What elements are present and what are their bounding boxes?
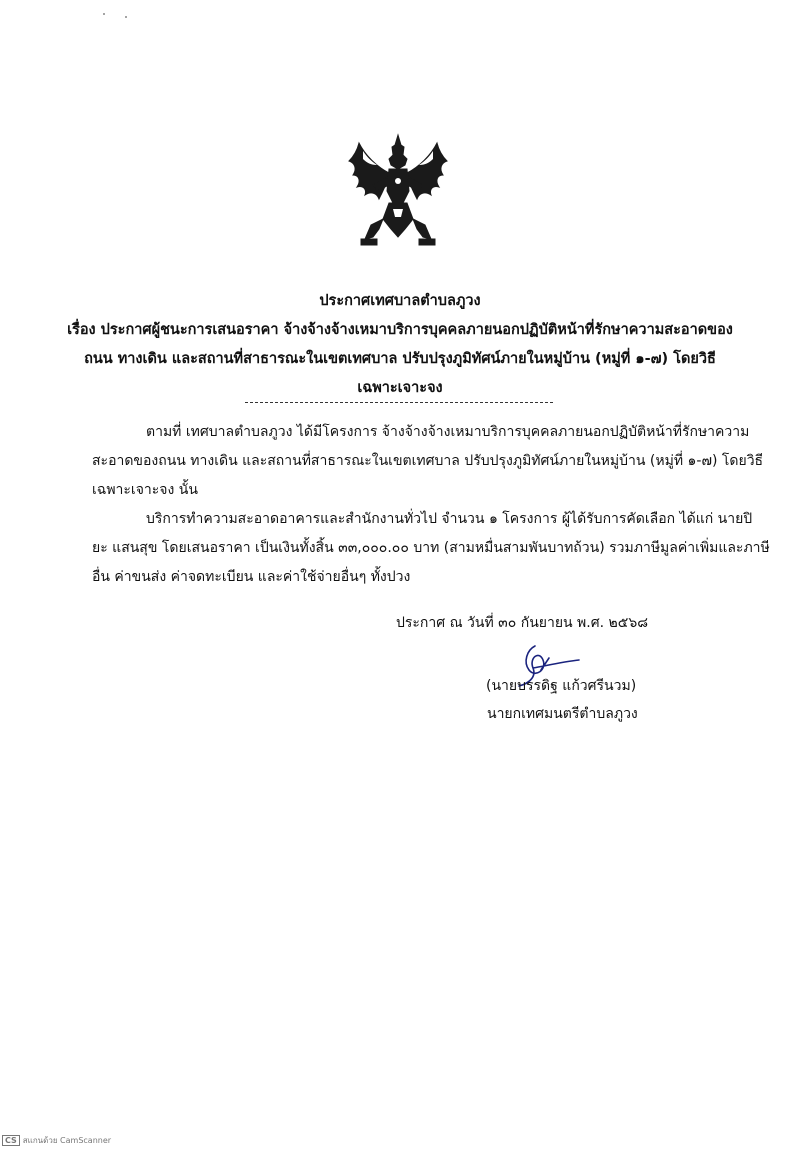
signatory-position: นายกเทศมนตรีตำบลภูวง <box>487 706 638 722</box>
heading-divider <box>245 402 553 403</box>
paragraph-2-line-1: บริการทำความสะอาดอาคารและสำนักงานทั่วไป จำนวน ๑ โครงการ ผู้ได้รับการคัดเลือก ได้แก่ นายปิ <box>146 511 753 527</box>
paragraph-1-line-2: สะอาดของถนน ทางเดิน และสถานที่สาธารณะในเขตเทศบาล ปรับปรุงภูมิทัศน์ภายในหมู่บ้าน (หมู่ที่ ๑-๗) โดยวิธี <box>92 453 764 469</box>
paragraph-2-line-2: ยะ แสนสุข โดยเสนอราคา เป็นเงินทั้งสิ้น ๓๓,๐๐๐.๐๐ บาท (สามหมื่นสามพันบาทถ้วน) รวมภาษีมูลค่าเพิ่มและภาษี <box>92 540 770 556</box>
camscanner-logo-icon: CS <box>2 1135 20 1146</box>
subject-line-2: ถนน ทางเดิน และสถานที่สาธารณะในเขตเทศบาล ปรับปรุงภูมิทัศน์ภายในหมู่บ้าน (หมู่ที่ ๑-๗) โดยวิธี <box>84 351 716 367</box>
document-heading: ประกาศเทศบาลตำบลภูวง <box>319 293 481 309</box>
signatory-name: (นายบรรดิฐ แก้วศรีนวม) <box>486 678 637 694</box>
subject-line-3: เฉพาะเจาะจง <box>357 380 443 396</box>
scan-specks <box>100 10 140 22</box>
garuda-emblem-icon <box>343 133 453 248</box>
paragraph-2-line-3: อื่น ค่าขนส่ง ค่าจดทะเบียน และค่าใช้จ่ายอื่นๆ ทั้งปวง <box>92 569 411 585</box>
paragraph-1-line-3: เฉพาะเจาะจง นั้น <box>92 482 198 498</box>
camscanner-text: สแกนด้วย CamScanner <box>22 1136 112 1145</box>
paragraph-1-line-1: ตามที่ เทศบาลตำบลภูวง ได้มีโครงการ จ้างจ้างจ้างเหมาบริการบุคคลภายนอกปฏิบัติหน้าที่รักษาความ <box>146 424 750 440</box>
subject-line-1: เรื่อง ประกาศผู้ชนะการเสนอราคา จ้างจ้างจ้างเหมาบริการบุคคลภายนอกปฏิบัติหน้าที่รักษาความสะอาดของ <box>67 322 733 338</box>
camscanner-watermark <box>2 1134 111 1147</box>
announcement-date: ประกาศ ณ วันที่ ๓๐ กันยายน พ.ศ. ๒๕๖๘ <box>396 615 649 631</box>
